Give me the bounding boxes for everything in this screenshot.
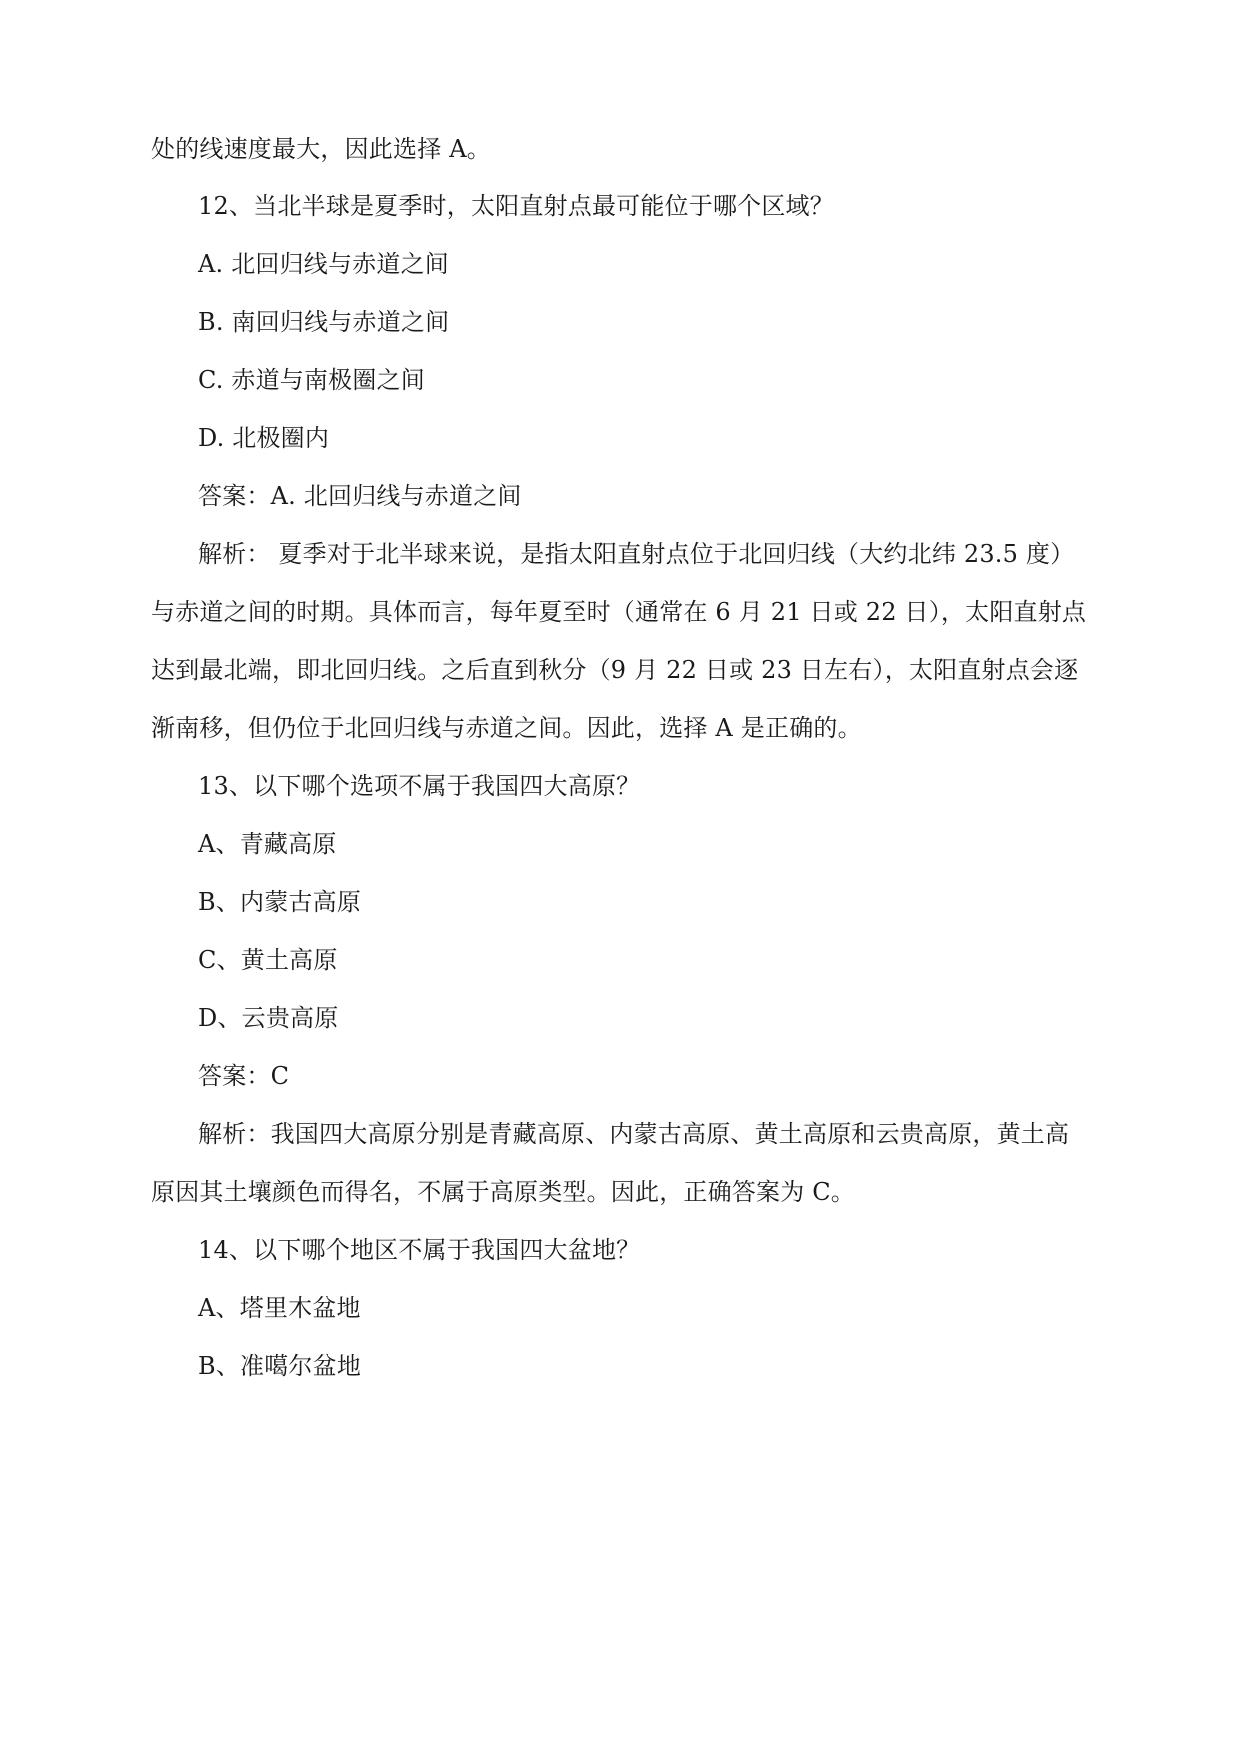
q12-option-a: A. 北回归线与赤道之间 [198,250,449,278]
q12-explanation-line-2: 与赤道之间的时期。具体而言，每年夏至时（通常在 6 月 21 日或 22 日），太阳直射点 [151,598,1087,626]
question-13: 13、以下哪个选项不属于我国四大高原？ [198,772,641,800]
q14-option-b: B、准噶尔盆地 [198,1352,362,1380]
q12-answer: 答案：A. 北回归线与赤道之间 [198,482,522,510]
question-14: 14、以下哪个地区不属于我国四大盆地？ [198,1236,641,1264]
question-12: 12、当北半球是夏季时，太阳直射点最可能位于哪个区域？ [198,192,834,220]
q12-explanation-line-4: 渐南移，但仍位于北回归线与赤道之间。因此，选择 A 是正确的。 [151,714,862,742]
q12-explanation-line-3: 达到最北端，即北回归线。之后直到秋分（9 月 22 日或 23 日左右），太阳直射点会逐 [151,656,1079,684]
q13-explanation-line-2: 原因其土壤颜色而得名，不属于高原类型。因此，正确答案为 C。 [151,1178,855,1206]
q13-answer: 答案：C [198,1062,290,1090]
q12-option-d: D. 北极圈内 [198,424,330,452]
q13-option-b: B、内蒙古高原 [198,888,362,916]
q13-option-d: D、云贵高原 [198,1004,339,1032]
continuation-line: 处的线速度最大，因此选择 A。 [151,135,491,163]
q13-option-c: C、黄土高原 [198,946,338,974]
q12-option-b: B. 南回归线与赤道之间 [198,308,450,336]
q13-explanation-line-1: 解析：我国四大高原分别是青藏高原、内蒙古高原、黄土高原和云贵高原，黄土高 [198,1120,1070,1148]
q12-explanation-line-1: 解析： 夏季对于北半球来说，是指太阳直射点位于北回归线（大约北纬 23.5 度） [198,540,1075,568]
q13-option-a: A、青藏高原 [198,830,337,858]
q14-option-a: A、塔里木盆地 [198,1294,361,1322]
q12-option-c: C. 赤道与南极圈之间 [198,366,425,394]
